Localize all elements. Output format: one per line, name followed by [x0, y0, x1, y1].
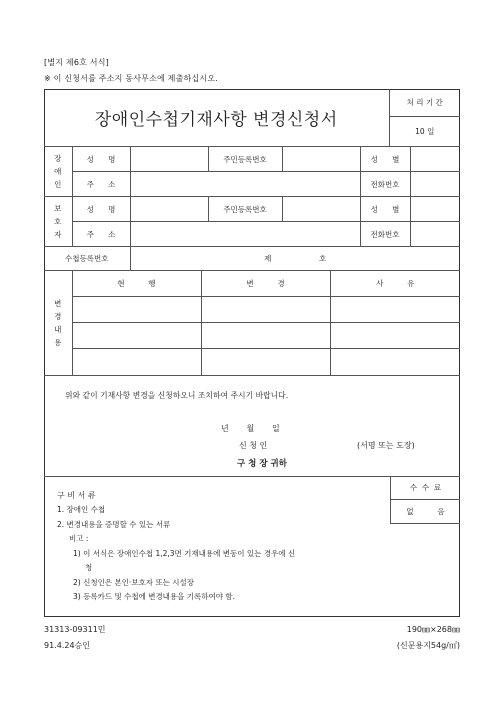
doc-item: 3) 등록카드 및 수첩에 변경내용을 기록하여야 함.: [73, 592, 236, 601]
addressee: 구 청 장 귀하: [237, 459, 287, 469]
change-new-field[interactable]: [201, 323, 330, 349]
guardian-group: 보 호 자: [44, 197, 72, 247]
approval-date: 91.4.24승인: [44, 641, 90, 650]
dp-phone-label: 전화번호: [360, 172, 410, 197]
g-id-label: 주민등록번호: [208, 197, 282, 222]
changes-table: [44, 270, 460, 376]
fee-value: 없 음: [391, 499, 461, 523]
form-code: 31313-09311민: [44, 625, 106, 634]
processing-label: 처 리 기 간: [389, 89, 460, 116]
g-address-label: 주 소: [72, 222, 130, 247]
date-line[interactable]: 년 월 일: [221, 424, 280, 433]
doc-item: 청: [85, 563, 93, 572]
g-address-field[interactable]: [130, 222, 360, 247]
paper-size: 190㎜×268㎜: [406, 625, 460, 634]
g-sex-label: 성 별: [360, 197, 410, 222]
col-change: 변 경: [201, 271, 330, 297]
registration-number-field[interactable]: 제 호: [130, 247, 460, 271]
col-reason: 사 유: [330, 271, 460, 297]
g-sex-field[interactable]: [410, 197, 460, 222]
fee-label: 수 수 료: [391, 476, 461, 499]
doc-item: 2) 신청인은 본인·보호자 또는 시설장: [73, 577, 195, 587]
change-current-field[interactable]: [72, 323, 201, 349]
registration-label: 수첩등록번호: [44, 247, 130, 271]
dp-sex-field[interactable]: [410, 147, 460, 172]
doc-item: 1. 장애인 수첩: [57, 505, 106, 514]
form-title: 장애인수첩기재사항 변경신청서: [94, 109, 338, 130]
dp-phone-field[interactable]: [410, 172, 460, 197]
doc-item: 1) 이 서식은 장애인수첩 1,2,3면 기재내용에 변동이 있는 경우에 신: [73, 548, 296, 558]
statement-text: 위와 같이 기재사항 변경을 신청하오니 조치하여 주시기 바랍니다.: [65, 391, 289, 400]
changes-group: 변 경 내 용: [44, 271, 72, 376]
dp-name-label: 성 명: [72, 147, 130, 172]
g-phone-label: 전화번호: [360, 222, 410, 247]
dp-sex-label: 성 별: [360, 147, 410, 172]
change-reason-field[interactable]: [330, 323, 460, 349]
form-title-cell: [44, 89, 389, 146]
form-number: [별지 제6호 서식]: [44, 58, 109, 67]
fee-box: [390, 476, 460, 524]
person-info-table: [44, 146, 460, 271]
doc-item: 2. 변경내용을 증명할 수 있는 서류: [57, 519, 171, 529]
application-form: [44, 89, 460, 617]
dp-id-field[interactable]: [282, 147, 360, 172]
dp-name-field[interactable]: [130, 147, 208, 172]
submission-note: ※ 이 신청서를 주소지 동사무소에 제출하십시오.: [44, 74, 218, 83]
documents-list: [57, 503, 295, 605]
change-reason-field[interactable]: [330, 297, 460, 323]
g-name-label: 성 명: [72, 197, 130, 222]
change-current-field[interactable]: [72, 297, 201, 323]
change-new-field[interactable]: [201, 297, 330, 323]
title-block: [44, 89, 460, 147]
change-reason-field[interactable]: [330, 349, 460, 376]
applicant-label: 신 청 인: [239, 441, 268, 450]
change-current-field[interactable]: [72, 349, 201, 376]
dp-address-field[interactable]: [130, 172, 360, 197]
processing-value: 10 일: [389, 116, 460, 146]
dp-id-label: 주민등록번호: [208, 147, 282, 172]
g-id-field[interactable]: [282, 197, 360, 222]
documents-title: 구 비 서 류: [57, 491, 96, 500]
doc-item: 비고 :: [69, 534, 89, 543]
col-current: 현 행: [72, 271, 201, 297]
signature-label: (서명 또는 도장): [357, 441, 415, 450]
change-new-field[interactable]: [201, 349, 330, 376]
disabled-person-group: 장 애 인: [44, 147, 72, 197]
paper-type: (신문용지54g/㎡): [396, 641, 460, 650]
g-phone-field[interactable]: [410, 222, 460, 247]
dp-address-label: 주 소: [72, 172, 130, 197]
g-name-field[interactable]: [130, 197, 208, 222]
